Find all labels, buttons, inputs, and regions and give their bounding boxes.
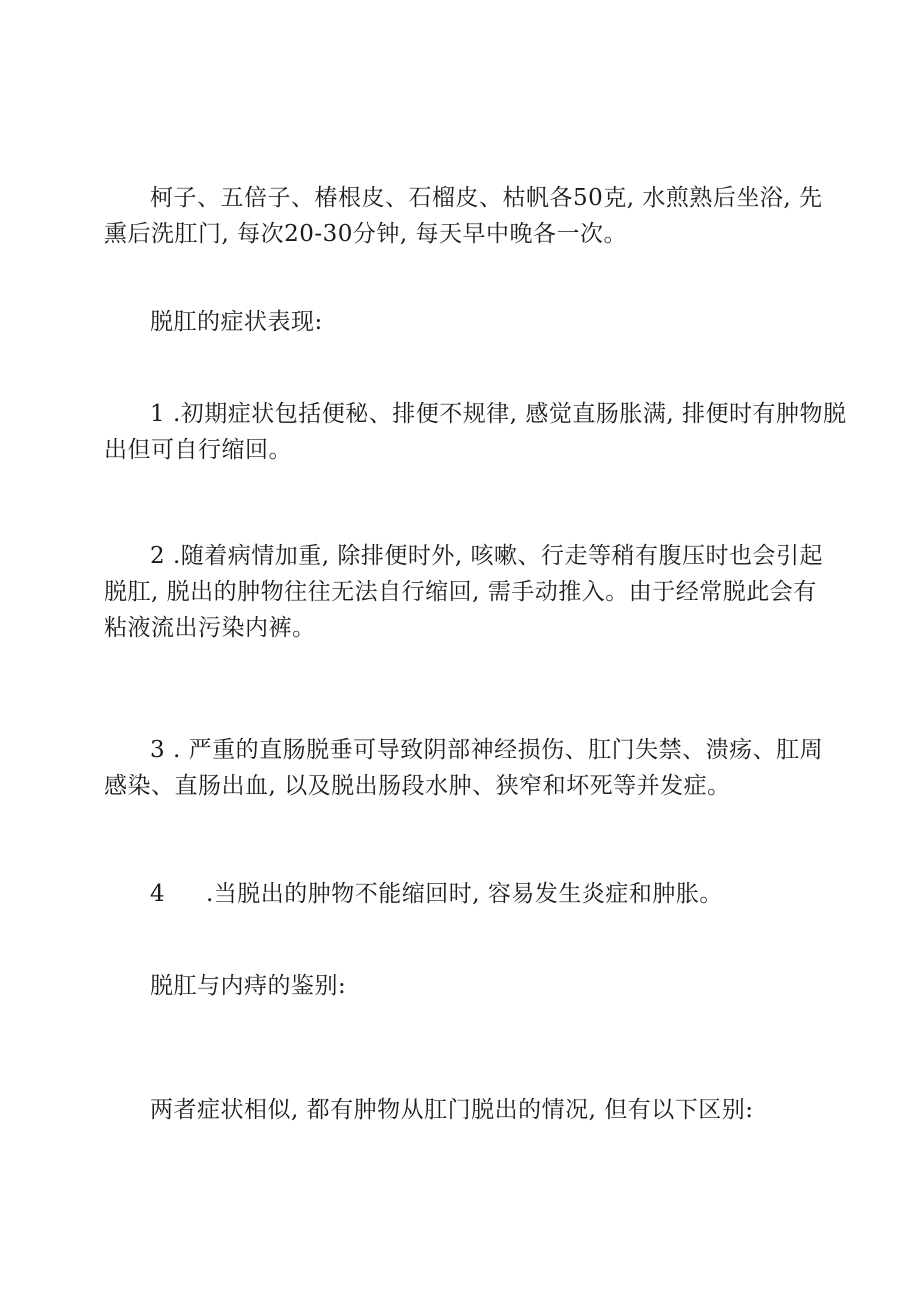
text-line: 柯子、五倍子、椿根皮、石榴皮、枯帆各50克, 水煎熟后坐浴, 先	[150, 185, 823, 211]
list-item-4	[104, 876, 824, 912]
list-text: .当脱出的肿物不能缩回时, 容易发生炎症和肿胀。	[206, 881, 723, 907]
text-line: 脱肛, 脱出的肿物往往无法自行缩回, 需手动推入。由于经常脱此会有	[104, 579, 817, 605]
text-line: 2 .随着病情加重, 除排便时外, 咳嗽、行走等稍有腹压时也会引起	[150, 543, 823, 569]
paragraph-herbal-bath	[104, 180, 824, 252]
heading-symptoms	[104, 304, 824, 340]
heading-differential	[104, 968, 824, 1004]
list-item-2	[104, 538, 824, 646]
text-line: 脱肛与内痔的鉴别:	[150, 973, 347, 999]
list-number: 4	[150, 881, 166, 907]
text-line: 感染、直肠出血, 以及脱出肠段水肿、狭窄和坏死等并发症。	[104, 773, 731, 799]
text-line: 出但可自行缩回。	[104, 437, 292, 463]
text-line	[104, 876, 824, 912]
text-line: 1 .初期症状包括便秘、排便不规律, 感觉直肠胀满, 排便时有肿物脱	[150, 401, 847, 427]
text-line: 脱肛的症状表现:	[150, 309, 323, 335]
paragraph-differences	[104, 1092, 824, 1128]
text-line: 粘液流出污染内裤。	[104, 615, 316, 641]
text-line: 3 . 严重的直肠脱垂可导致阴部神经损伤、肛门失禁、溃疡、肛周	[150, 737, 824, 763]
list-item-3	[104, 732, 824, 804]
text-line: 两者症状相似, 都有肿物从肛门脱出的情况, 但有以下区别:	[150, 1097, 754, 1123]
list-item-1	[104, 396, 847, 468]
text-line: 熏后洗肛门, 每次20-30分钟, 每天早中晚各一次。	[104, 221, 628, 247]
